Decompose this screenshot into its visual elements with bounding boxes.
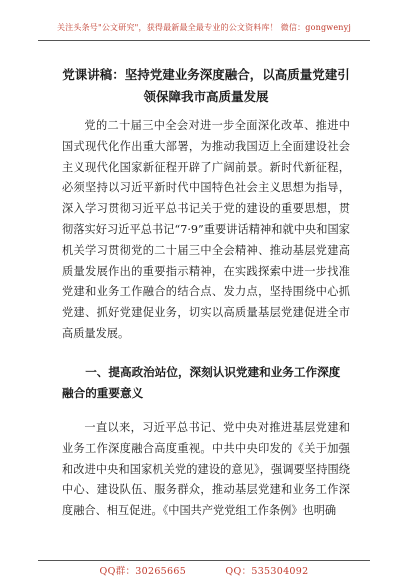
document-title: 党课讲稿：坚持党建业务深度融合，以高质量党建引领保障我市高质量发展 — [62, 67, 350, 104]
header-divider — [38, 40, 370, 41]
footer-divider — [38, 560, 370, 561]
section-heading: 一、提高政治站位，深刻认识党建和业务工作深度融合的重要意义 — [62, 365, 341, 400]
intro-paragraph: 党的二十届三中全会对进一步全面深化改革、推进中国式现代化作出重大部署，为推动我国迈上全面建设社会主义现代化国家新征程开辟了广阔前景。新时代新征程，必须坚持以习近平新时代中国特色社会主义思想为指导，深入学习贯彻习近平总书记关于党的建设的重要思想，贯彻落实好习近平总书记“7·9”重要讲话精神和就中央和国家机关学习贯彻党的二十届三中全会精神、推动基层党建高质量发展作出的重要指示精神，在实践探索中进一步找准党建和业务工作融合的结合点、发力点，坚持围绕中心抓党建、抓好党建促业务，切实以高质量基层党建促进全市高质量发展。 — [62, 119, 350, 340]
footer-qq-group: QQ群：30265665 — [99, 566, 187, 577]
footer-qq: QQ：535304092 — [225, 566, 309, 577]
footer-contact — [0, 563, 408, 577]
header-promo-text: 关注头条号"公文研究"，获得最新最全最专业的公文资料库！ 微信：gongwenyj — [56, 23, 352, 32]
section-paragraph: 一直以来，习近平总书记、党中央对推进基层党建和业务工作深度融合高度重视。中共中央印发的《关于加强和改进中央和国家机关党的建设的意见》，强调要坚持围绕中心、建设队伍、服务群众，推动基层党建和业务工作深度融合、相互促进。《中国共产党党组工作条例》也明确 — [62, 421, 350, 518]
